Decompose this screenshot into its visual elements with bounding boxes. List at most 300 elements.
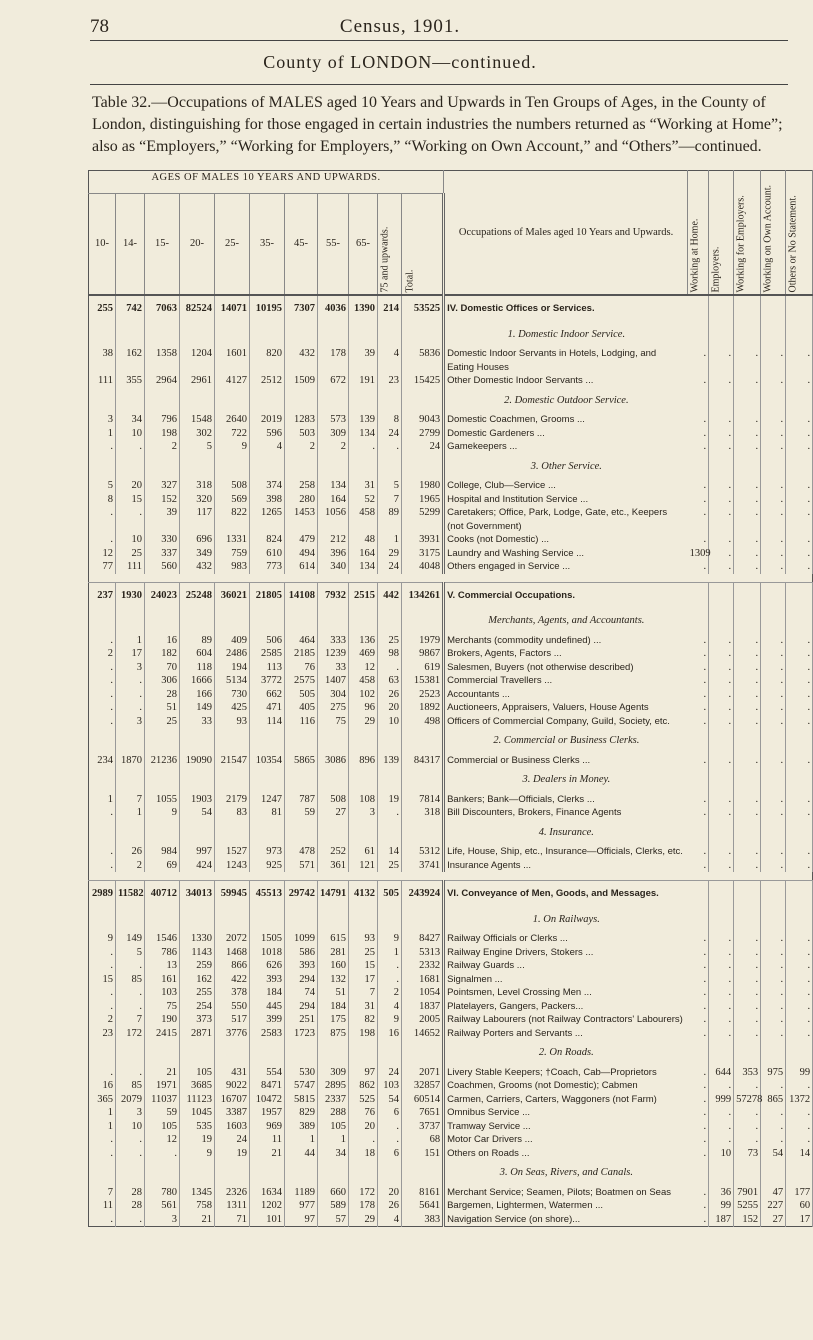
empty-cell	[349, 728, 378, 754]
age-count-cell: 3	[89, 413, 116, 427]
age-count-cell: .	[89, 674, 116, 688]
age-count-cell: 132	[318, 973, 349, 987]
age-count-cell: 626	[250, 959, 285, 973]
age-count-cell: 25	[145, 715, 180, 729]
status-count-cell: .	[786, 493, 813, 507]
status-count-cell: 36	[709, 1186, 734, 1200]
subsection-heading: 2. On Roads.	[538, 1047, 594, 1058]
empty-cell	[709, 322, 734, 348]
age-count-cell: .	[378, 1133, 402, 1147]
empty-cell	[734, 388, 761, 414]
empty-cell	[402, 388, 444, 414]
age-count-cell: 164	[318, 493, 349, 507]
total-cell: 4048	[402, 560, 444, 574]
age-count-cell: 2585	[250, 647, 285, 661]
empty-cell	[250, 608, 285, 634]
occupation-label: Railway Officials or Clerks ...	[447, 933, 568, 944]
age-count-cell: 1	[116, 806, 145, 820]
age-count-cell: 530	[285, 1066, 318, 1080]
age-count-cell: 38	[89, 347, 116, 374]
status-count-cell: .	[761, 479, 786, 493]
age-count-cell: 1971	[145, 1079, 180, 1093]
age-count-cell: 7	[116, 1013, 145, 1027]
group-total-row	[89, 295, 813, 322]
age-count-cell: 458	[349, 674, 378, 688]
age-count-cell: 26	[378, 1199, 402, 1213]
status-count-cell: .	[709, 973, 734, 987]
status-count-cell	[688, 881, 709, 907]
status-count-cell: .	[734, 647, 761, 661]
empty-cell	[709, 767, 734, 793]
subsection-heading-row	[89, 1160, 813, 1186]
status-count-cell: .	[761, 374, 786, 388]
age-count-cell: 1	[89, 1106, 116, 1120]
total-cell: 5299	[402, 506, 444, 533]
status-count-cell: .	[688, 946, 709, 960]
age-count-cell: 258	[285, 479, 318, 493]
status-count-cell: .	[761, 932, 786, 946]
age-count-cell: 589	[318, 1199, 349, 1213]
page-header	[0, 14, 800, 40]
age-count-cell: 2	[145, 440, 180, 454]
status-count-cell: .	[761, 859, 786, 873]
status-count-cell: .	[709, 506, 734, 533]
table-row	[89, 845, 813, 859]
age-count-cell: 984	[145, 845, 180, 859]
age-count-cell: 34013	[180, 881, 215, 907]
age-count-cell: 33	[180, 715, 215, 729]
status-count-cell: .	[688, 959, 709, 973]
age-count-cell: 1	[378, 946, 402, 960]
empty-cell	[285, 907, 318, 933]
age-count-cell: 111	[89, 374, 116, 388]
age-count-cell: 2640	[215, 413, 250, 427]
total-cell: 1837	[402, 1000, 444, 1014]
age-count-cell: 398	[250, 493, 285, 507]
empty-cell	[349, 608, 378, 634]
status-count-cell: .	[688, 986, 709, 1000]
empty-cell	[709, 388, 734, 414]
age-count-cell: 2	[285, 440, 318, 454]
age-count-cell: 255	[180, 986, 215, 1000]
status-count-cell: .	[734, 1027, 761, 1041]
subsection-heading-row	[89, 907, 813, 933]
empty-cell	[89, 454, 116, 480]
age-count-cell: 162	[116, 347, 145, 374]
age-count-cell: 2	[89, 647, 116, 661]
age-count-cell: 25	[349, 946, 378, 960]
age-count-cell: 89	[180, 634, 215, 648]
subsection-heading: 4. Insurance.	[538, 826, 594, 838]
empty-cell	[116, 388, 145, 414]
age-count-cell: 14108	[285, 582, 318, 608]
empty-cell	[734, 608, 761, 634]
age-count-cell: 21236	[145, 754, 180, 768]
age-count-cell: 309	[318, 1066, 349, 1080]
age-count-cell: 19090	[180, 754, 215, 768]
age-count-cell: 586	[285, 946, 318, 960]
age-count-cell: 15	[349, 959, 378, 973]
gap-cell	[89, 872, 813, 881]
total-cell: 318	[402, 806, 444, 820]
empty-cell	[786, 728, 813, 754]
age-count-cell: 184	[250, 986, 285, 1000]
age-count-cell: 1018	[250, 946, 285, 960]
age-column-header: 55-	[318, 194, 349, 296]
total-cell: 2332	[402, 959, 444, 973]
age-count-cell: 478	[285, 845, 318, 859]
total-cell: 24	[402, 440, 444, 454]
occupation-label: Navigation Service (on shore)...	[447, 1213, 581, 1225]
empty-cell	[116, 767, 145, 793]
occupation-label: Railway Labourers (not Railway Contractors' Labourers)	[447, 1014, 683, 1025]
age-count-cell: .	[116, 440, 145, 454]
empty-cell	[709, 454, 734, 480]
status-count-cell: 353	[734, 1066, 761, 1080]
age-count-cell: 431	[215, 1066, 250, 1080]
status-count-cell: .	[688, 674, 709, 688]
status-count-cell: 54	[761, 1147, 786, 1161]
age-count-cell: 5	[116, 946, 145, 960]
status-count-cell: 152	[734, 1213, 761, 1227]
status-count-cell: .	[761, 754, 786, 768]
empty-cell	[761, 820, 786, 846]
age-count-cell: .	[89, 946, 116, 960]
empty-cell	[402, 608, 444, 634]
empty-cell	[318, 322, 349, 348]
status-count-cell: .	[761, 347, 786, 374]
occupation-label: Life, House, Ship, etc., Insurance—Officials, Clerks, etc.	[447, 846, 683, 857]
empty-cell	[116, 454, 145, 480]
age-count-cell: 349	[180, 547, 215, 561]
age-count-cell: 27	[318, 806, 349, 820]
age-column-header: 65-	[349, 194, 378, 296]
age-count-cell: 10	[116, 1120, 145, 1134]
empty-cell	[215, 820, 250, 846]
total-cell: 7814	[402, 793, 444, 807]
age-count-cell: 20	[378, 701, 402, 715]
age-count-cell: 70	[145, 661, 180, 675]
age-count-cell: 569	[215, 493, 250, 507]
age-count-cell: 306	[145, 674, 180, 688]
empty-cell	[285, 388, 318, 414]
age-count-cell: .	[89, 845, 116, 859]
age-count-cell: 21547	[215, 754, 250, 768]
age-count-cell: 9	[378, 932, 402, 946]
age-count-cell: 26	[378, 688, 402, 702]
age-count-cell: 1930	[116, 582, 145, 608]
occupation-label: College, Club—Service ...	[447, 480, 556, 491]
age-count-cell: 162	[180, 973, 215, 987]
age-count-cell: 2072	[215, 932, 250, 946]
age-count-cell: 59945	[215, 881, 250, 907]
status-count-cell: .	[786, 347, 813, 374]
age-count-cell: 786	[145, 946, 180, 960]
status-count-cell: .	[709, 845, 734, 859]
empty-cell	[318, 388, 349, 414]
status-count-cell: .	[709, 1079, 734, 1093]
total-cell: 5641	[402, 1199, 444, 1213]
subsection-heading-row	[89, 1040, 813, 1066]
table-row	[89, 1079, 813, 1093]
subsection-heading-row	[89, 454, 813, 480]
empty-cell	[250, 454, 285, 480]
empty-cell	[145, 728, 180, 754]
age-count-cell: 31	[349, 1000, 378, 1014]
age-count-cell: 12	[89, 547, 116, 561]
empty-cell	[250, 1160, 285, 1186]
empty-cell	[285, 728, 318, 754]
age-count-cell: 1407	[318, 674, 349, 688]
status-count-cell: .	[761, 701, 786, 715]
age-count-cell: 2079	[116, 1093, 145, 1107]
status-count-cell: .	[786, 688, 813, 702]
status-count-cell	[786, 295, 813, 322]
occupation-label: Merchant Service; Seamen, Pilots; Boatmen on Seas	[447, 1186, 671, 1198]
status-count-cell: .	[761, 1106, 786, 1120]
empty-cell	[285, 608, 318, 634]
age-count-cell: 3776	[215, 1027, 250, 1041]
age-count-cell: .	[378, 973, 402, 987]
age-count-cell: 7307	[285, 295, 318, 322]
age-count-cell: 2512	[250, 374, 285, 388]
status-count-cell: .	[688, 427, 709, 441]
age-count-cell: 164	[349, 547, 378, 561]
age-count-cell: 2	[378, 986, 402, 1000]
status-column-header: Working for Employers.	[734, 171, 761, 296]
age-count-cell: 20	[349, 1120, 378, 1134]
age-count-cell: 742	[116, 295, 145, 322]
total-cell: 15381	[402, 674, 444, 688]
status-count-cell: .	[709, 1120, 734, 1134]
age-count-cell: 214	[378, 295, 402, 322]
age-count-cell: 1	[89, 1120, 116, 1134]
empty-cell	[402, 767, 444, 793]
empty-cell	[180, 728, 215, 754]
age-count-cell: 494	[285, 547, 318, 561]
age-count-cell: 3	[116, 715, 145, 729]
table-row	[89, 986, 813, 1000]
table-row	[89, 560, 813, 574]
status-count-cell: .	[734, 1106, 761, 1120]
age-count-cell: 973	[250, 845, 285, 859]
age-count-cell: 1	[116, 634, 145, 648]
empty-cell	[250, 728, 285, 754]
age-count-cell: 1	[378, 533, 402, 547]
age-count-cell: 11037	[145, 1093, 180, 1107]
empty-cell	[688, 1040, 709, 1066]
empty-cell	[349, 322, 378, 348]
age-count-cell: 3387	[215, 1106, 250, 1120]
empty-cell	[761, 322, 786, 348]
status-count-cell: .	[786, 701, 813, 715]
table-row	[89, 479, 813, 493]
table-row	[89, 647, 813, 661]
status-count-cell: .	[709, 674, 734, 688]
status-count-cell: .	[688, 440, 709, 454]
empty-cell	[688, 728, 709, 754]
age-count-cell: 573	[318, 413, 349, 427]
occupation-label: Laundry and Washing Service ...	[447, 547, 585, 559]
status-count-cell: .	[734, 1013, 761, 1027]
status-count-cell: .	[734, 440, 761, 454]
age-count-cell: 39	[349, 347, 378, 374]
status-count-cell: .	[709, 1013, 734, 1027]
status-count-cell: .	[761, 547, 786, 561]
status-count-cell: .	[688, 560, 709, 574]
total-cell: 1681	[402, 973, 444, 987]
age-count-cell: .	[89, 688, 116, 702]
empty-cell	[215, 767, 250, 793]
age-count-cell: 23	[89, 1027, 116, 1041]
empty-cell	[180, 767, 215, 793]
age-count-cell: 1527	[215, 845, 250, 859]
age-count-cell: 340	[318, 560, 349, 574]
total-cell: 1054	[402, 986, 444, 1000]
age-count-cell: 780	[145, 1186, 180, 1200]
empty-cell	[145, 907, 180, 933]
age-count-cell: 469	[349, 647, 378, 661]
empty-cell	[378, 907, 402, 933]
empty-cell	[89, 322, 116, 348]
age-count-cell: 445	[250, 1000, 285, 1014]
status-count-cell: .	[709, 701, 734, 715]
status-count-cell: .	[709, 859, 734, 873]
status-count-cell: .	[734, 1000, 761, 1014]
table-row	[89, 959, 813, 973]
empty-cell	[215, 1160, 250, 1186]
age-count-cell: 25	[378, 859, 402, 873]
table-caption: Table 32.—Occupations of MALES aged 10 Years and Upwards in Ten Groups of Ages, in the County of London, distinguishing for those engaged in certain industries the numbers returned as “Working at Home”; also as “Employers,” “Working for Employers,” “Working on Own Account,” and “Others”—continued.	[92, 94, 783, 155]
table-row	[89, 1013, 813, 1027]
total-cell: 14652	[402, 1027, 444, 1041]
status-count-cell: .	[709, 560, 734, 574]
status-count-cell: .	[734, 479, 761, 493]
age-count-cell: 525	[349, 1093, 378, 1107]
status-count-cell: .	[786, 533, 813, 547]
status-count-cell	[709, 881, 734, 907]
occupation-label: Railway Guards ...	[447, 960, 525, 971]
age-count-cell: 14791	[318, 881, 349, 907]
status-count-cell	[761, 582, 786, 608]
status-count-cell: .	[734, 754, 761, 768]
age-count-cell: 969	[250, 1120, 285, 1134]
status-count-cell: .	[709, 946, 734, 960]
age-count-cell: 275	[318, 701, 349, 715]
age-count-cell: 111	[116, 560, 145, 574]
subsection-heading-row	[89, 608, 813, 634]
total-cell: 498	[402, 715, 444, 729]
total-cell: 53525	[402, 295, 444, 322]
age-count-cell: 8	[89, 493, 116, 507]
age-count-cell: 24	[378, 1066, 402, 1080]
age-count-cell: 9	[145, 806, 180, 820]
age-count-cell: 2185	[285, 647, 318, 661]
status-count-cell: .	[786, 754, 813, 768]
empty-cell	[761, 728, 786, 754]
age-count-cell: 1247	[250, 793, 285, 807]
status-count-cell: .	[761, 506, 786, 533]
age-count-cell: .	[89, 715, 116, 729]
age-count-cell: 1957	[250, 1106, 285, 1120]
empty-cell	[250, 322, 285, 348]
status-count-cell: .	[688, 1000, 709, 1014]
status-count-cell	[688, 582, 709, 608]
age-count-cell: 2486	[215, 647, 250, 661]
empty-cell	[180, 907, 215, 933]
age-count-cell: 361	[318, 859, 349, 873]
status-count-cell: 1309	[689, 547, 711, 559]
age-count-cell: 1634	[250, 1186, 285, 1200]
total-cell: 15425	[402, 374, 444, 388]
status-count-cell: .	[688, 1093, 709, 1107]
age-count-cell: 1055	[145, 793, 180, 807]
table-row	[89, 1000, 813, 1014]
occupation-label: Brokers, Agents, Factors ...	[447, 648, 562, 659]
age-count-cell: 15	[116, 493, 145, 507]
table-row	[89, 1199, 813, 1213]
age-count-cell: 76	[349, 1106, 378, 1120]
empty-cell	[786, 388, 813, 414]
age-count-cell: 44	[285, 1147, 318, 1161]
age-count-cell: 24	[215, 1133, 250, 1147]
age-count-cell: 105	[318, 1120, 349, 1134]
status-count-cell: .	[786, 859, 813, 873]
status-count-cell: .	[761, 413, 786, 427]
age-count-cell: 57	[318, 1213, 349, 1227]
age-count-cell: 82524	[180, 295, 215, 322]
age-count-cell: .	[89, 533, 116, 547]
age-count-cell: 75	[145, 1000, 180, 1014]
age-count-cell: 1546	[145, 932, 180, 946]
status-count-cell: .	[734, 493, 761, 507]
group-heading: IV. Domestic Offices or Services.	[444, 295, 688, 322]
page-number: 78	[90, 16, 109, 37]
status-count-cell: .	[761, 845, 786, 859]
age-count-cell: 1143	[180, 946, 215, 960]
age-count-cell: 71	[215, 1213, 250, 1227]
status-count-cell: .	[786, 674, 813, 688]
status-count-cell: .	[786, 647, 813, 661]
age-count-cell: 294	[285, 1000, 318, 1014]
status-count-cell: .	[761, 1000, 786, 1014]
empty-cell	[709, 728, 734, 754]
status-count-cell: .	[709, 661, 734, 675]
age-count-cell: 862	[349, 1079, 378, 1093]
age-count-cell: 1390	[349, 295, 378, 322]
age-count-cell: 333	[318, 634, 349, 648]
status-count-cell: .	[734, 845, 761, 859]
empty-cell	[215, 388, 250, 414]
age-count-cell: 5865	[285, 754, 318, 768]
occupation-label: Motor Car Drivers ...	[447, 1134, 533, 1145]
age-count-cell: 374	[250, 479, 285, 493]
age-count-cell: 758	[180, 1199, 215, 1213]
age-count-cell: 2871	[180, 1027, 215, 1041]
status-count-cell	[709, 582, 734, 608]
empty-cell	[349, 820, 378, 846]
status-count-cell: .	[734, 506, 761, 533]
status-count-cell: .	[786, 479, 813, 493]
total-cell: 9043	[402, 413, 444, 427]
empty-cell	[116, 820, 145, 846]
age-count-cell: 81	[250, 806, 285, 820]
status-count-cell: .	[734, 427, 761, 441]
table-row	[89, 688, 813, 702]
age-count-cell: 24	[378, 560, 402, 574]
empty-cell	[378, 820, 402, 846]
age-count-cell: 1311	[215, 1199, 250, 1213]
